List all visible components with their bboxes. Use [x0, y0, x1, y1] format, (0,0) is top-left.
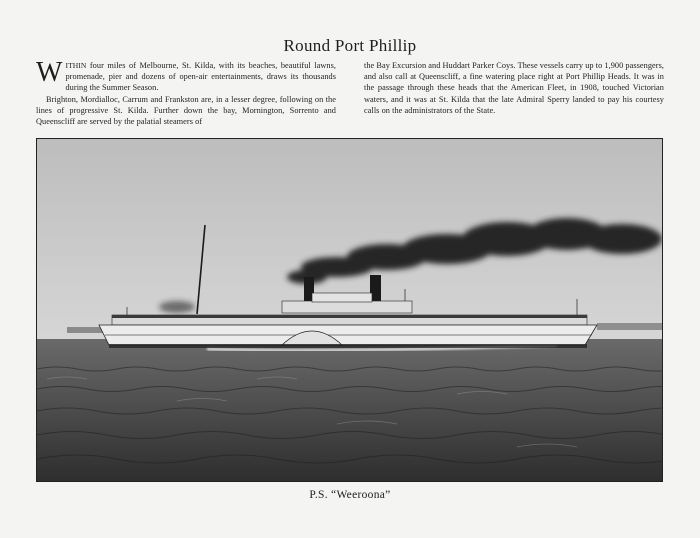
paragraph-2: Brighton, Mordialloc, Carrum and Frankston are, in a lesser degree, following on the lines of progressive St. Kilda. Further down the bay, Mornington, Sorrento and Queenscliff are served by the palatial steamers of	[36, 94, 336, 127]
page-title: Round Port Phillip	[283, 36, 417, 55]
column-right	[364, 60, 664, 127]
lead-word: ITHIN	[65, 61, 87, 70]
drop-cap: W	[36, 57, 63, 88]
paddle-steamer-illustration	[37, 139, 662, 481]
column-left	[36, 57, 336, 127]
article-columns	[36, 57, 665, 127]
distant-shore	[597, 323, 662, 330]
paragraph-1-body: four miles of Melbourne, St. Kilda, with its beaches, beautiful lawns, promenade, pier and dozens of open-air entertainments, draws its thousands during the Summer Season.	[65, 61, 336, 93]
paragraph-3: the Bay Excursion and Huddart Parker Coys. These vessels carry up to 1,900 passengers, and also call at Queenscliff, a fine watering place right at Port Phillip Heads. It was in the passage through these heads that the American Fleet, in 1908, touched Victorian waters, and it was at St. Kilda that the late Admiral Sperry landed to pay his courtesy calls on the administrators of the State.	[364, 61, 665, 115]
steamer-photograph	[36, 138, 663, 482]
photo-caption: P.S. “Weeroona”	[309, 489, 391, 501]
